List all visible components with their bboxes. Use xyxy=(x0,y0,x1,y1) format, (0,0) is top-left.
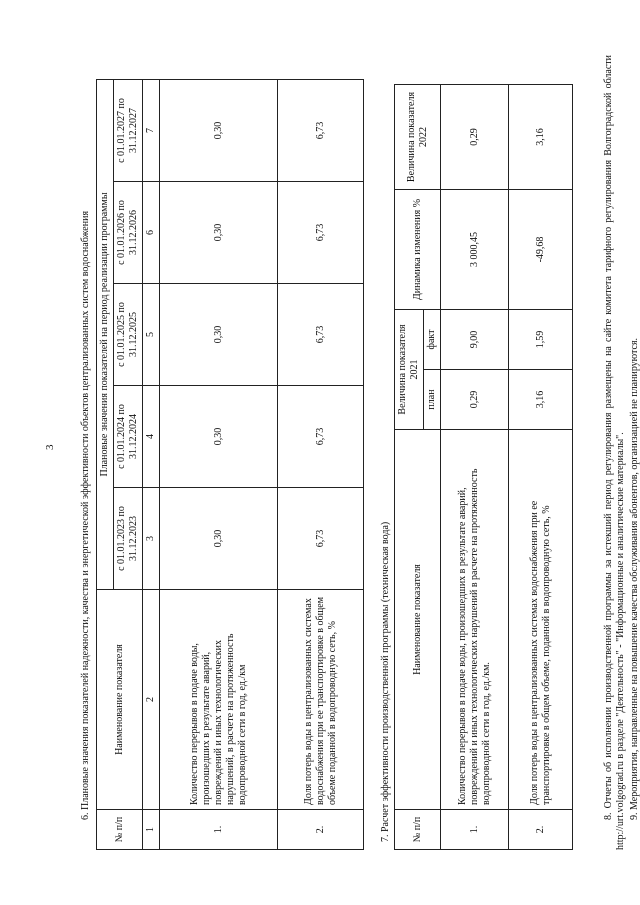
t2-col-value2021: Величина показателя 2021 xyxy=(395,310,424,430)
t2-col-plan: план xyxy=(424,370,441,430)
t1-group-header: Плановые значения показателей на период реализации программы xyxy=(97,79,114,589)
t1-index-row: 1 2 3 4 5 6 7 xyxy=(143,79,160,849)
planned-values-table xyxy=(96,79,364,850)
table-row: 2. Доля потерь воды в централизованных системах водоснабжения при ее транспортировке в общем объеме, поданной в водопроводную сеть, % 3,16 1,59 -49,68 3,16 xyxy=(509,85,573,850)
rotated-content xyxy=(80,55,640,850)
paragraph-8: 8. Отчеты об исполнении производственной программы за истекший период регулирования размещены на сайте комитета тарифного регулирования Волгоградской области http://urt.volgograd.ru в разделе "Деятельность" - "Информационные и аналитические материалы". xyxy=(603,55,626,850)
t2-col-num: № п/п xyxy=(395,810,441,850)
t2-col-value2022: Величина показателя 2022 xyxy=(395,85,441,190)
t2-col-dynamics: Динамика изменения % xyxy=(395,190,441,310)
t1-col-name: Наименование показателя xyxy=(97,590,143,810)
table-row: 1. Количество перерывов в подаче воды, произошедших в результате аварий, повреждений и иных технологических нарушений, в расчете на протяженность водопроводной сети в год, ед./км 0,30 0,30 0,30 0,30 0,30 xyxy=(160,79,278,849)
t2-col-fact: факт xyxy=(424,310,441,370)
t1-period: с 01.01.2026 по 31.12.2026 xyxy=(114,182,143,284)
section7-heading: 7. Расчет эффективности производственной программы (техническая вода) xyxy=(380,521,391,842)
table-row: 2. Доля потерь воды в централизованных системах водоснабжения при ее транспортировке в общем объеме поданной в водопроводную сеть, % 6,73 6,73 6,73 6,73 6,73 xyxy=(278,79,364,849)
table-row: 1. Количество перерывов в подаче воды, произошедших в результате аварий, повреждений и иных технологических нарушений в расчете на протяженность водопроводной сети в год, ед./км. 0,29 9,00 3 000,45 0,29 xyxy=(441,85,509,850)
section6-heading: 6. Плановые значения показателей надежности, качества и энергетической эффективности объектов централизованных систем водоснабжения xyxy=(80,210,91,820)
page-number: 3 xyxy=(44,444,56,450)
t1-period: с 01.01.2023 по 31.12.2023 xyxy=(114,488,143,590)
t1-period: с 01.01.2025 по 31.12.2025 xyxy=(114,284,143,386)
paragraph-9: 9. Мероприятия, направленные на повышение качества обслуживания абонентов, организацией не планируются. xyxy=(629,337,640,820)
t1-period: с 01.01.2027 по 31.12.2027 xyxy=(114,79,143,181)
efficiency-table xyxy=(394,84,573,850)
t1-col-num: № п/п xyxy=(97,810,143,850)
t2-col-name: Наименование показателя xyxy=(395,430,441,810)
t1-period: с 01.01.2024 по 31.12.2024 xyxy=(114,386,143,488)
